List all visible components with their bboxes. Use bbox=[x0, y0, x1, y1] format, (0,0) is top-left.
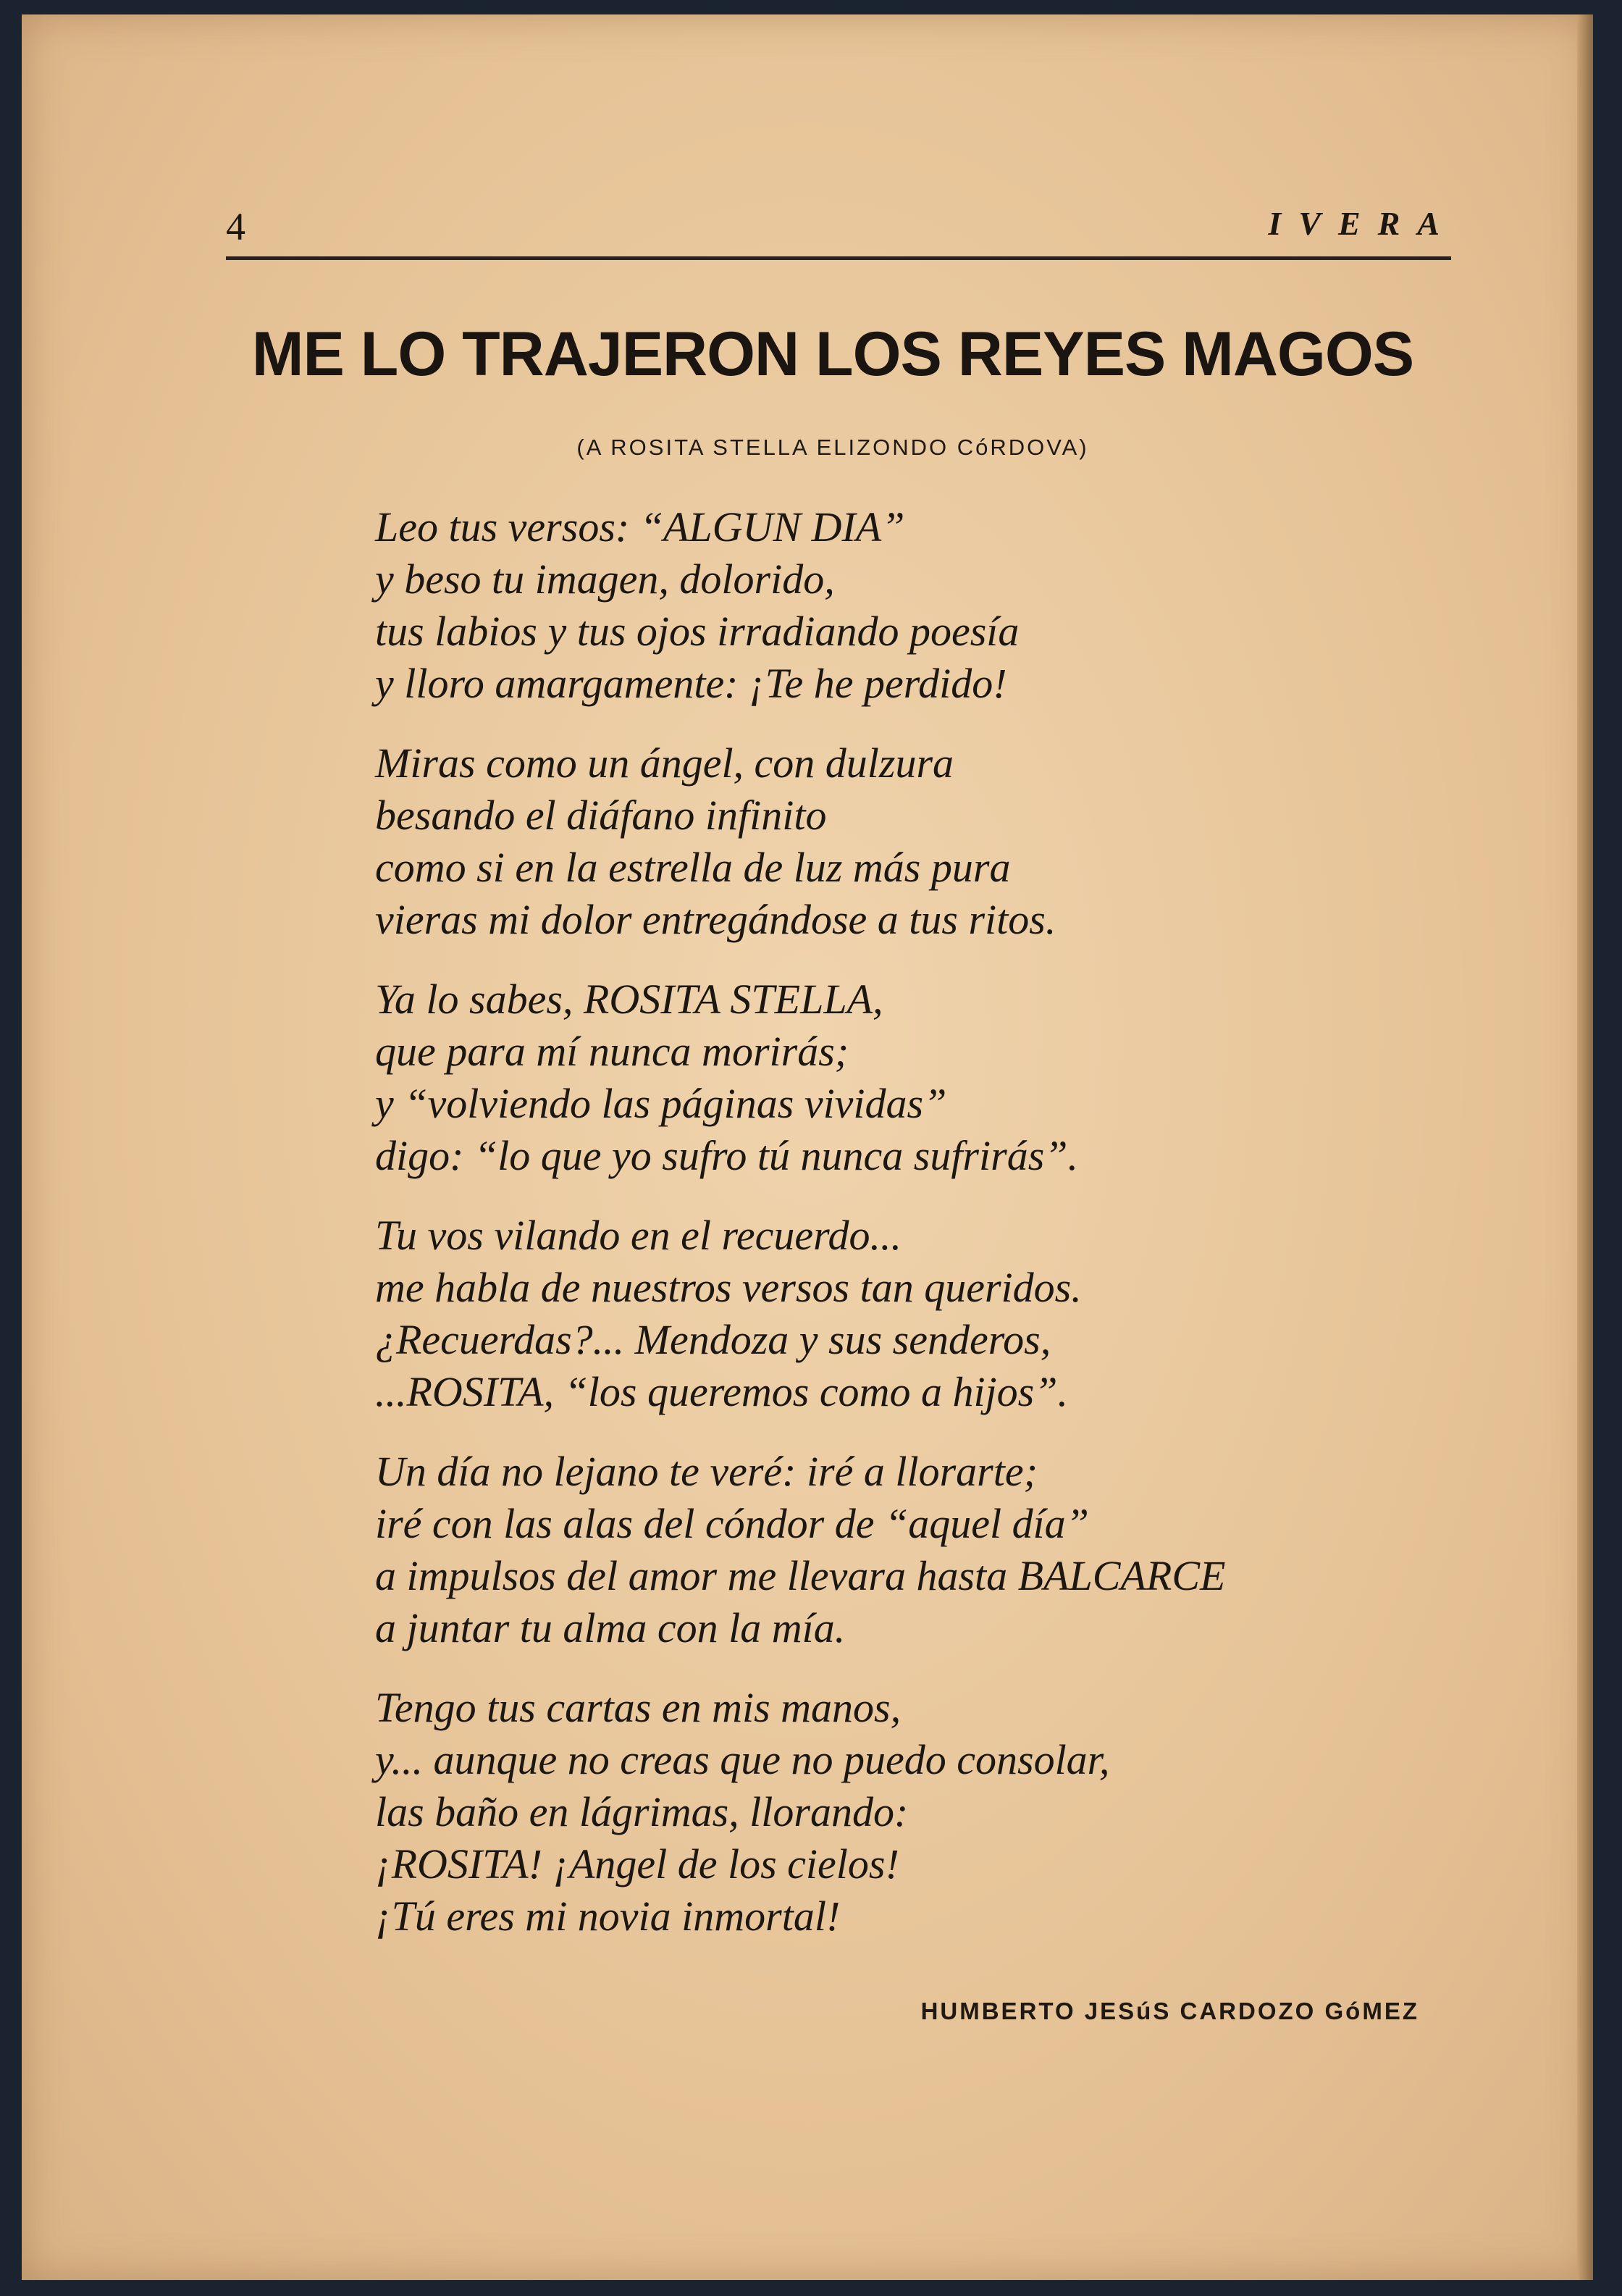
verse-line: Un día no lejano te veré: iré a llorarte; bbox=[375, 1448, 1038, 1495]
verse-line: y beso tu imagen, dolorido, bbox=[375, 556, 835, 603]
stanza bbox=[375, 1682, 1505, 1943]
verse-line: ¡ROSITA! ¡Angel de los cielos! bbox=[375, 1840, 899, 1888]
poem-body bbox=[375, 501, 1505, 1970]
stanza bbox=[375, 501, 1505, 710]
verse-line: digo: “lo que yo sufro tú nunca sufrirás”. bbox=[375, 1132, 1079, 1179]
stanza bbox=[375, 1210, 1505, 1418]
verse-line: Leo tus versos: “ALGUN DIA” bbox=[375, 503, 905, 550]
poem-title: ME LO TRAJERON LOS REYES MAGOS bbox=[251, 319, 1414, 389]
verse-line: vieras mi dolor entregándose a tus ritos. bbox=[375, 896, 1056, 943]
verse-line: a impulsos del amor me llevara hasta BALCARCE bbox=[375, 1552, 1226, 1599]
page-header bbox=[226, 204, 1471, 248]
page-binding-edge bbox=[1577, 14, 1593, 2280]
verse-line: Tu vos vilando en el recuerdo... bbox=[375, 1212, 902, 1259]
magazine-page bbox=[22, 14, 1593, 2280]
verse-line: y “volviendo las páginas vividas” bbox=[375, 1080, 947, 1127]
verse-line: Ya lo sabes, ROSITA STELLA, bbox=[375, 976, 883, 1023]
verse-line: ...ROSITA, “los queremos como a hijos”. bbox=[375, 1368, 1068, 1415]
verse-line: besando el diáfano infinito bbox=[375, 792, 827, 839]
stanza bbox=[375, 1446, 1505, 1654]
verse-line: tus labios y tus ojos irradiando poesía bbox=[375, 608, 1020, 655]
magazine-name: IVERA bbox=[1268, 205, 1457, 242]
verse-line: que para mí nunca morirás; bbox=[375, 1028, 849, 1075]
verse-line: Miras como un ángel, con dulzura bbox=[375, 740, 954, 787]
poem-dedication: (A ROSITA STELLA ELIZONDO CóRDOVA) bbox=[576, 435, 1089, 460]
verse-line: iré con las alas del cóndor de “aquel día” bbox=[375, 1500, 1089, 1547]
verse-line: ¿Recuerdas?... Mendoza y sus senderos, bbox=[375, 1316, 1051, 1363]
author-signature: HUMBERTO JESúS CARDOZO GóMEZ bbox=[920, 1998, 1419, 2024]
verse-line: ¡Tú eres mi novia inmortal! bbox=[375, 1893, 841, 1940]
stanza bbox=[375, 973, 1505, 1182]
header-divider bbox=[226, 256, 1451, 260]
verse-line: Tengo tus cartas en mis manos, bbox=[375, 1684, 902, 1731]
verse-line: como si en la estrella de luz más pura bbox=[375, 844, 1011, 891]
stanza bbox=[375, 737, 1505, 946]
page-number: 4 bbox=[226, 205, 245, 248]
verse-line: a juntar tu alma con la mía. bbox=[375, 1604, 846, 1651]
verse-line: las baño en lágrimas, llorando: bbox=[375, 1788, 909, 1835]
verse-line: y lloro amargamente: ¡Te he perdido! bbox=[375, 660, 1007, 707]
verse-line: y... aunque no creas que no puedo consolar, bbox=[375, 1736, 1110, 1783]
verse-line: me habla de nuestros versos tan queridos. bbox=[375, 1264, 1082, 1311]
